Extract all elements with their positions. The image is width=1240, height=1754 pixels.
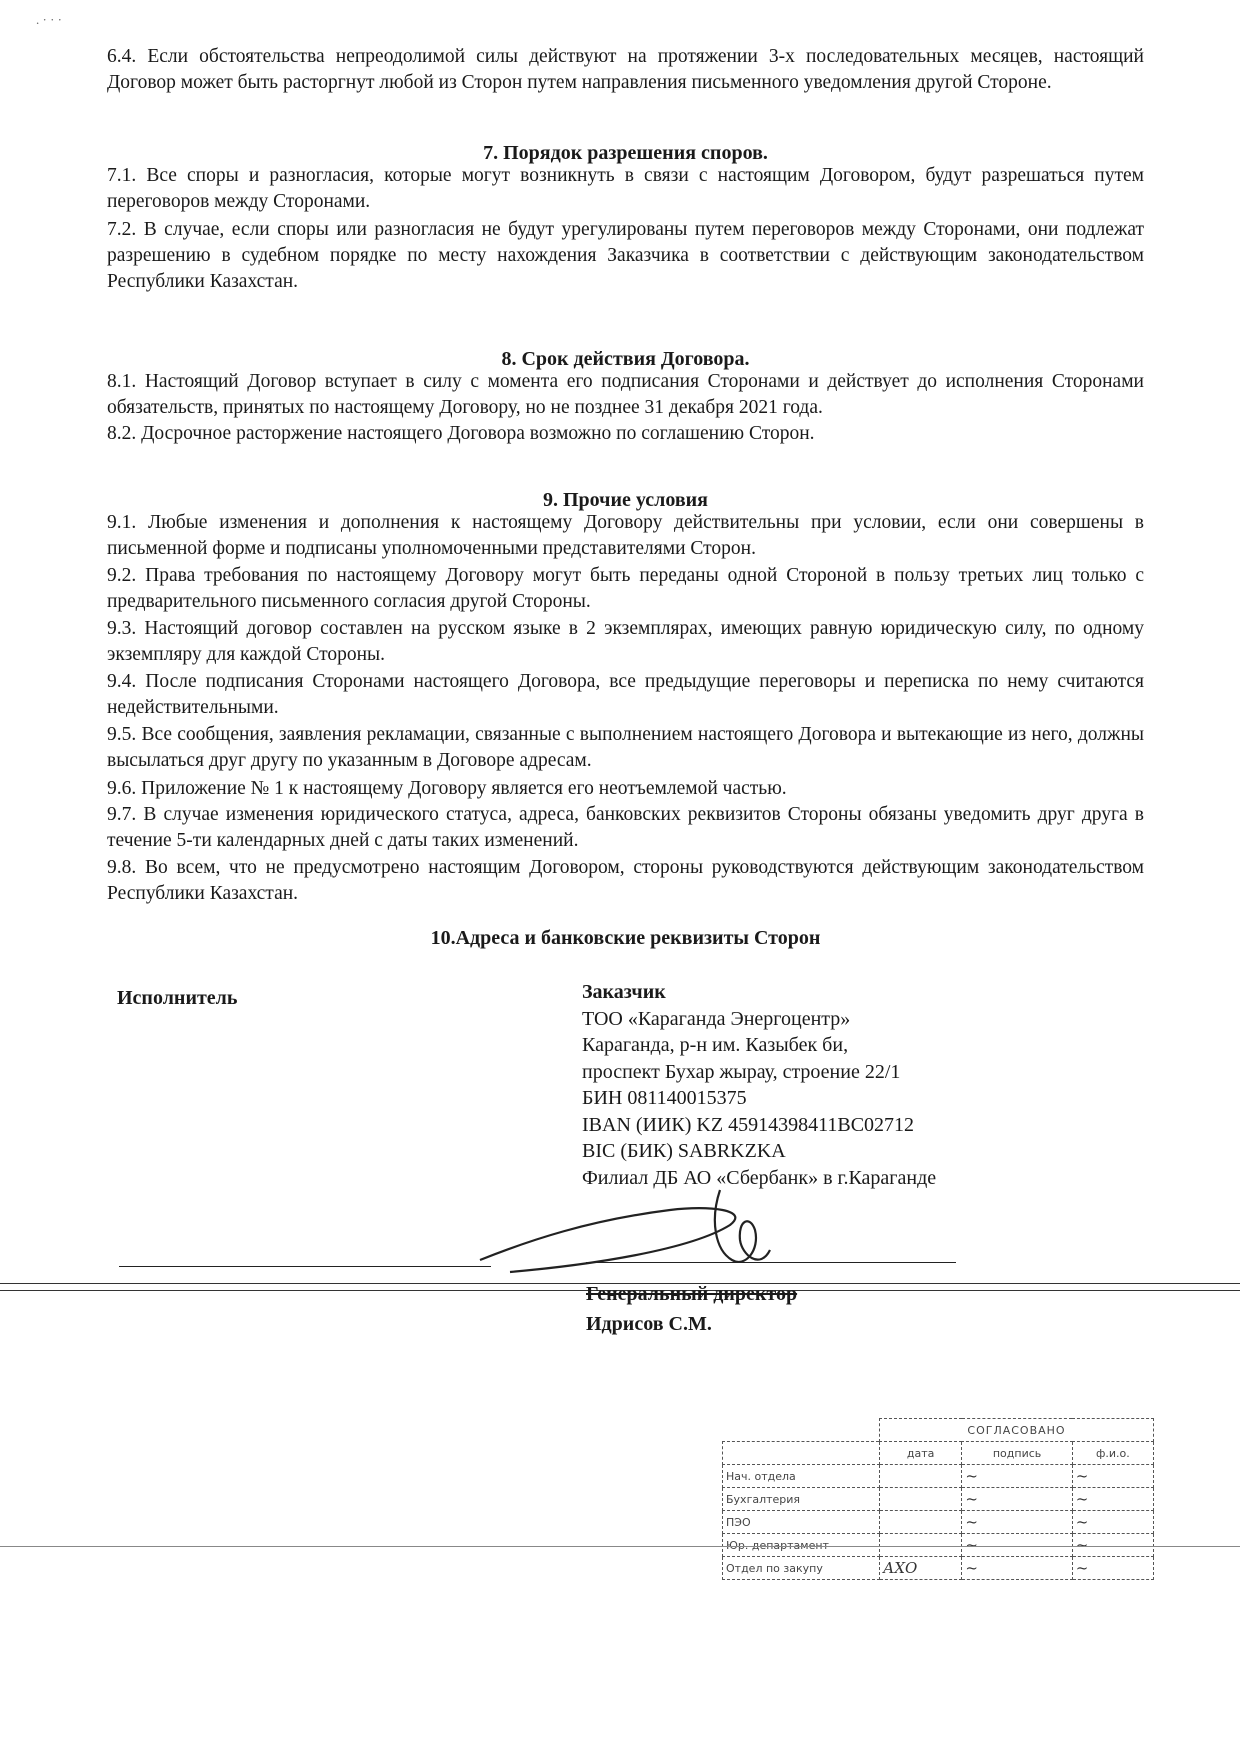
clause-9-7: 9.7. В случае изменения юридического статуса, адреса, банковских реквизитов Стороны обязаны уведомить друг друга в течение 5-ти календарных дней с даты таких изменений. <box>107 804 1144 851</box>
clause-7-1: 7.1. Все споры и разногласия, которые могут возникнуть в связи с настоящим Договором, будут разрешаться путем переговоров между Сторонами. <box>107 165 1144 212</box>
approval-stamp <box>722 1418 1154 1650</box>
clause-6-4: 6.4. Если обстоятельства непреодолимой силы действуют на протяжении 3-х последовательных месяцев, настоящий Договор может быть расторгнут любой из Сторон путем направления письменного уведомления другой Стороне. <box>107 46 1144 93</box>
scan-line <box>0 1546 1240 1547</box>
clause-9-3: 9.3. Настоящий договор составлен на русском языке в 2 экземплярах, имеющих равную юридическую силу, по одному экземпляру для каждой Стороны. <box>107 618 1144 665</box>
stamp-row-label: Бухгалтерия <box>723 1488 880 1511</box>
customer-bank: Филиал ДБ АО «Сбербанк» в г.Караганде <box>582 1166 937 1189</box>
stamp-col-signature: подпись <box>962 1442 1072 1465</box>
clause-9-8: 9.8. Во всем, что не предусмотрено настоящим Договором, стороны руководствуются действующим законодательством Республики Казахстан. <box>107 857 1144 904</box>
scan-marks: . · · · <box>36 12 62 27</box>
approval-table: СОГЛАСОВАНО дата подпись ф.и.о. Нач. отдела ~ ~ Бухгалтерия ~ ~ ПЭО ~ ~ Юр. департамент ~ ~ Отдел по закупу АХО ~ ~ <box>722 1418 1154 1580</box>
signature-scribble <box>470 1180 830 1280</box>
executor-signature-line <box>119 1266 491 1267</box>
clause-9-1: 9.1. Любые изменения и дополнения к настоящему Договору действительны при условии, если они совершены в письменной форме и подписаны уполномоченными представителями Сторон. <box>107 512 1144 559</box>
customer-signatory: Идрисов С.М. <box>586 1313 712 1335</box>
customer-bic: BIC (БИК) SABRKZKA <box>582 1140 786 1162</box>
clause-9-5: 9.5. Все сообщения, заявления рекламации, связанные с выполнением настоящего Договора и вытекающие из него, должны высылаться друг другу по указанным в Договоре адресам. <box>107 724 1144 771</box>
customer-details <box>582 979 1142 1191</box>
customer-signature-line <box>586 1262 956 1263</box>
customer-name: ТОО «Караганда Энергоцентр» <box>582 1007 851 1030</box>
customer-position: Генеральный директор <box>586 1283 798 1305</box>
clause-9-6: 9.6. Приложение № 1 к настоящему Договору является его неотъемлемой частью. <box>107 778 787 799</box>
executor-label: Исполнитель <box>117 987 238 1009</box>
stamp-row-label: Юр. департамент <box>723 1534 880 1557</box>
customer-bin: БИН 081140015375 <box>582 1087 747 1109</box>
stamp-row-label: ПЭО <box>723 1511 880 1534</box>
section-10-heading: 10.Адреса и банковские реквизиты Сторон <box>430 927 821 949</box>
customer-address-line1: Караганда, р-н им. Казыбек би, <box>582 1034 849 1056</box>
stamp-col-date: дата <box>880 1442 962 1465</box>
customer-label: Заказчик <box>582 981 666 1003</box>
stamp-note: АХО <box>880 1557 962 1580</box>
customer-address-line2: проспект Бухар жырау, строение 22/1 <box>582 1060 901 1083</box>
stamp-row-label: Нач. отдела <box>723 1465 880 1488</box>
section-9-heading: 9. Прочие условия <box>543 489 708 511</box>
clause-7-2: 7.2. В случае, если споры или разногласия не будут урегулированы путем переговоров между Сторонами, они подлежат разрешению в судебном порядке по месту нахождения Заказчика в соответствии с действующим законодательством Республики Казахстан. <box>107 219 1144 292</box>
stamp-row-label: Отдел по закупу <box>723 1557 880 1580</box>
stamp-title: СОГЛАСОВАНО <box>880 1419 1154 1442</box>
clause-9-4: 9.4. После подписания Сторонами настоящего Договора, все предыдущие переговоры и переписка по нему считаются недействительными. <box>107 671 1144 718</box>
section-8-heading: 8. Срок действия Договора. <box>501 348 750 370</box>
clause-8-1: 8.1. Настоящий Договор вступает в силу с момента его подписания Сторонами и действует до исполнения Сторонами обязательств, принятых по настоящему Договору, но не позднее 31 декабря 2021 года. <box>107 371 1144 418</box>
section-7-heading: 7. Порядок разрешения споров. <box>483 142 768 164</box>
stamp-col-initials: ф.и.о. <box>1072 1442 1153 1465</box>
customer-iban: IBAN (ИИК) KZ 45914398411BC02712 <box>582 1113 915 1136</box>
clause-9-2: 9.2. Права требования по настоящему Договору могут быть переданы одной Стороной в пользу третьих лиц только с предварительного письменного согласия другой Стороны. <box>107 565 1144 612</box>
clause-8-2: 8.2. Досрочное расторжение настоящего Договора возможно по соглашению Сторон. <box>107 423 815 444</box>
